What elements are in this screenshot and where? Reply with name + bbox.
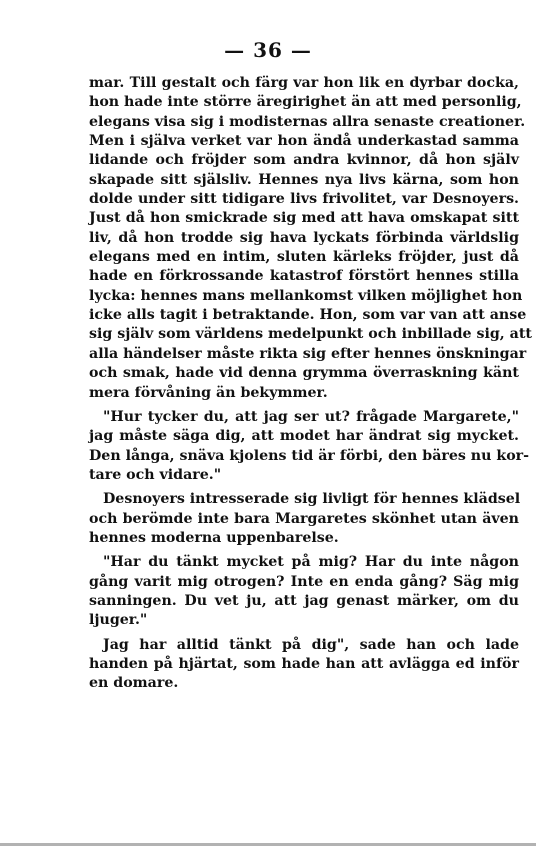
text-line: och smak, hade vid denna grymma överraskning känt bbox=[89, 365, 519, 382]
text-line: skapade sitt själsliv. Hennes nya livs kärna, som hon bbox=[89, 171, 519, 188]
text-line: och berömde inte bara Margaretes skönhet utan även bbox=[89, 510, 519, 527]
text-line: icke alls tagit i betraktande. Hon, som var van att anse bbox=[89, 307, 527, 324]
text-line: hon hade inte större äregirighet än att med personlig, bbox=[89, 94, 522, 111]
text-line: gång varit mig otrogen? Inte en enda gång? Säg mig bbox=[89, 573, 519, 590]
text-line: mera förvåning än bekymmer. bbox=[89, 384, 328, 401]
text-line: sanningen. Du vet ju, att jag genast märker, om du bbox=[89, 592, 519, 609]
text-line: handen på hjärtat, som hade han att avlägga ed inför bbox=[89, 655, 519, 672]
text-line: Just då hon smickrade sig med att hava omskapat sitt bbox=[89, 210, 519, 227]
paragraph bbox=[89, 74, 532, 403]
paragraph bbox=[89, 490, 519, 548]
text-line: hennes moderna uppenbarelse. bbox=[89, 529, 339, 546]
paragraph bbox=[89, 636, 519, 694]
text-line: dolde under sitt tidigare livs frivolitet, var Desnoyers. bbox=[89, 191, 519, 208]
page-number: — 36 — bbox=[224, 38, 312, 62]
text-line: Desnoyers intresserade sig livligt för hennes klädsel bbox=[103, 491, 521, 508]
text-line: tare och vidare." bbox=[89, 466, 222, 483]
text-line: sig själv som världens medelpunkt och inbillade sig, att bbox=[89, 326, 532, 343]
body-text bbox=[89, 74, 532, 694]
text-line: Men i själva verket var hon ändå underkastad samma bbox=[89, 133, 519, 150]
paragraph bbox=[89, 553, 519, 630]
text-line: mar. Till gestalt och färg var hon lik en dyrbar docka, bbox=[89, 75, 519, 91]
text-line: lidande och fröjder som andra kvinnor, då hon själv bbox=[89, 152, 519, 169]
text-line: elegans visa sig i modisternas allra senaste creationer. bbox=[89, 113, 526, 130]
text-line: hade en förkrossande katastrof förstört hennes stilla bbox=[89, 268, 519, 285]
text-line: lycka: hennes mans mellankomst vilken möjlighet hon bbox=[89, 287, 523, 304]
text-line: elegans med en intim, sluten kärleks fröjder, just då bbox=[89, 249, 519, 266]
text-line: en domare. bbox=[89, 675, 179, 692]
text-line: "Har du tänkt mycket på mig? Har du inte någon bbox=[103, 554, 519, 571]
text-line: Jag har alltid tänkt på dig", sade han och lade bbox=[103, 636, 519, 653]
text-line: "Hur tycker du, att jag ser ut? frågade Margarete," bbox=[103, 408, 519, 425]
paragraph bbox=[89, 408, 530, 485]
text-line: Den långa, snäva kjolens tid är förbi, den bäres nu kor- bbox=[89, 447, 530, 464]
text-line: alla händelser måste rikta sig efter hennes önskningar bbox=[89, 345, 527, 362]
text-line: jag måste säga dig, att modet har ändrat sig mycket. bbox=[89, 428, 519, 445]
text-line: ljuger." bbox=[89, 612, 148, 629]
text-line: liv, då hon trodde sig hava lyckats förbinda världslig bbox=[89, 229, 519, 246]
